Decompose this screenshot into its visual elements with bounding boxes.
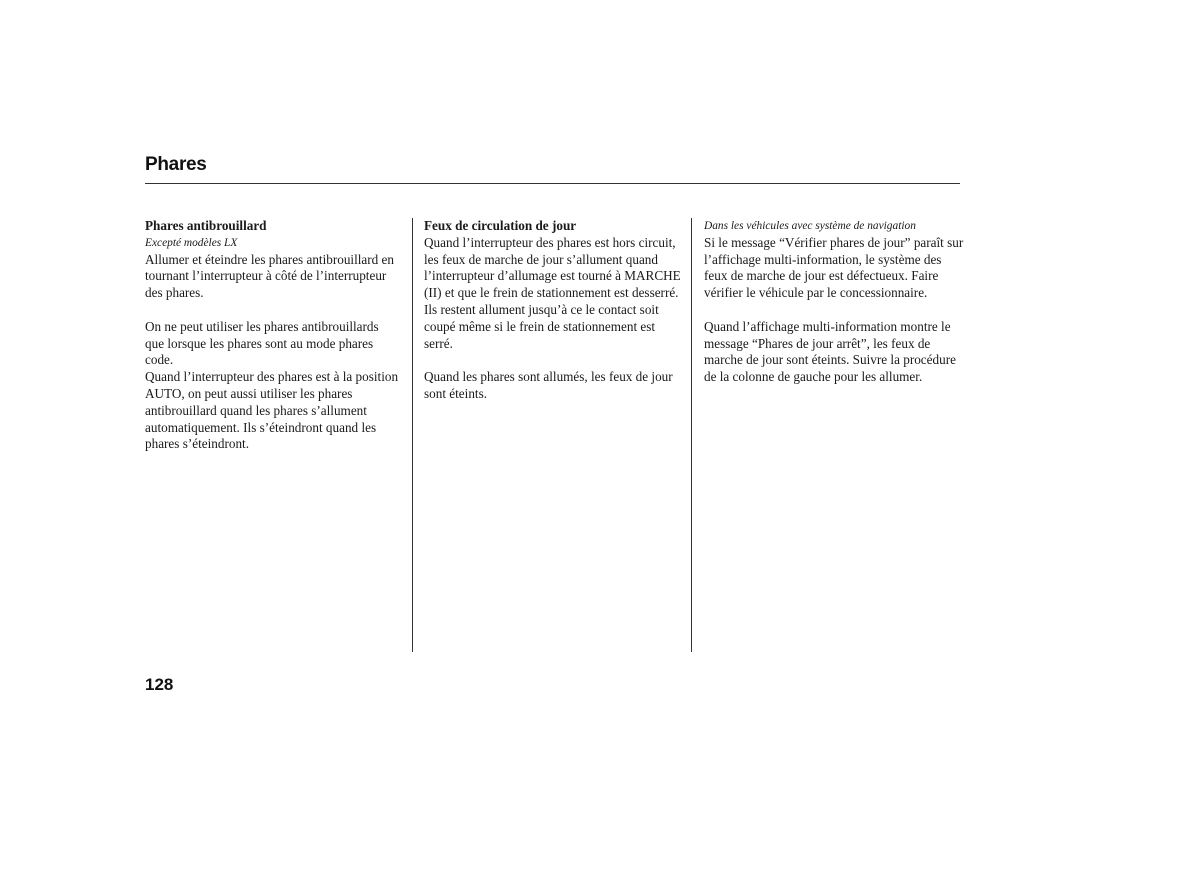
section-heading-daytime-lights: Feux de circulation de jour	[424, 218, 577, 233]
paragraph: Allumer et éteindre les phares antibrouillard en tournant l’interrupteur à côté de l’interrupteur des phares.	[145, 251, 395, 301]
paragraph: Quand l’affichage multi-information montre le message “Phares de jour arrêt”, les feux de marche de jour sont éteints. Suivre la procédure de la colonne de gauche pour les allumer.	[704, 318, 956, 385]
paragraph-spacer	[145, 302, 400, 319]
title-divider	[145, 183, 960, 184]
navigation-note: Dans les véhicules avec système de navigation	[704, 220, 916, 232]
paragraph: On ne peut utiliser les phares antibrouillards que lorsque les phares sont au mode phares code.	[145, 318, 379, 368]
column-divider	[412, 218, 413, 652]
paragraph-spacer	[704, 302, 966, 319]
paragraph: Quand l’interrupteur des phares est à la position AUTO, on peut aussi utiliser les phares antibrouillard quand les phares s’allument automatiquement. Ils s’éteindront quand les phares s’éteindront.	[145, 369, 399, 452]
paragraph: Quand les phares sont allumés, les feux de jour sont éteints.	[424, 369, 673, 401]
column-divider	[691, 218, 692, 652]
column-daytime-running-lights	[424, 218, 682, 403]
section-heading-fog-lights: Phares antibrouillard	[145, 218, 267, 233]
paragraph: Si le message “Vérifier phares de jour” paraît sur l’affichage multi-information, le système des feux de marche de jour est défectueux. Faire vérifier le véhicule par le concessionnaire.	[704, 234, 964, 301]
paragraph-spacer	[424, 352, 682, 369]
model-note: Excepté modèles LX	[145, 236, 238, 249]
column-navigation-note	[704, 218, 966, 386]
page-title: Phares	[145, 154, 207, 175]
page-number: 128	[145, 675, 174, 694]
paragraph: Quand l’interrupteur des phares est hors circuit, les feux de marche de jour s’allument quand l’interrupteur d’allumage est tourné à MARCHE (II) et que le frein de stationnement est desserré. Ils restent allument jusqu’à ce le contact soit coupé même si le frein de stationnement est serré.	[424, 234, 681, 351]
column-fog-lights	[145, 218, 400, 453]
